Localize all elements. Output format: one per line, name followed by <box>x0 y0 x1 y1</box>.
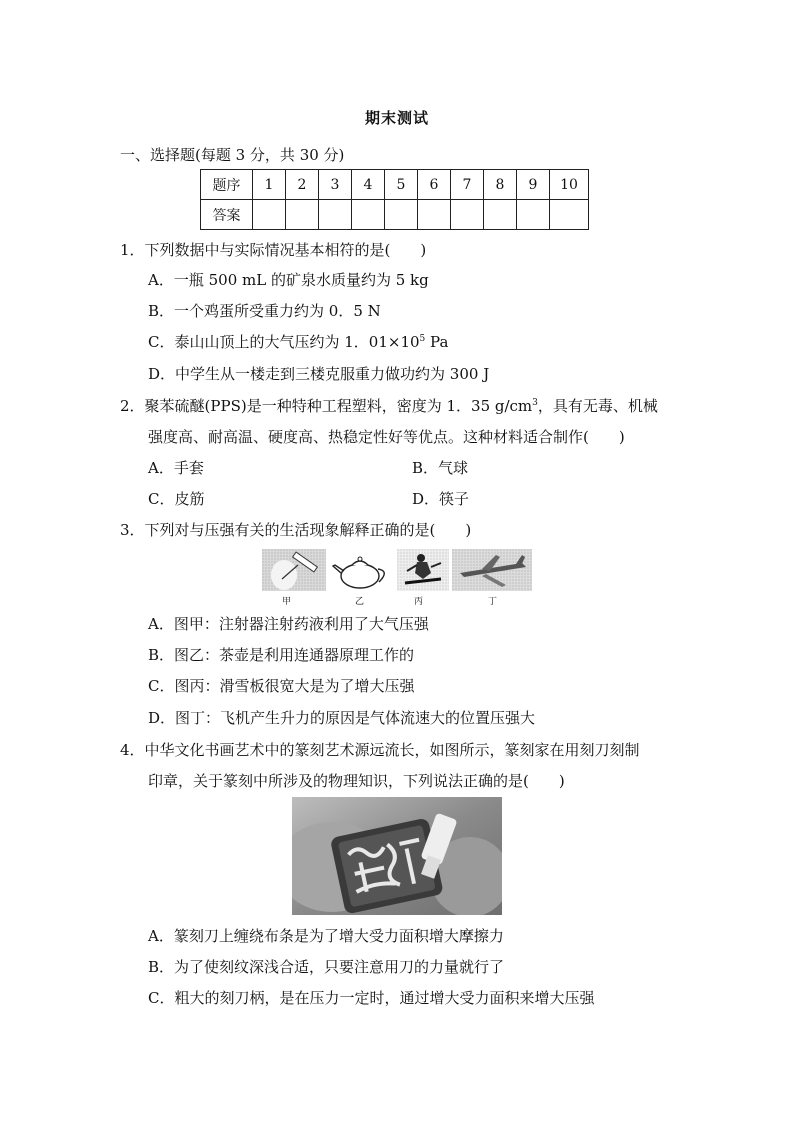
figure-label-yi: 乙 <box>355 597 365 607</box>
answer-table-number: 5 <box>385 170 418 200</box>
question-4-option-a: A．篆刻刀上缠绕布条是为了增大受力面积增大摩擦力 <box>148 927 504 945</box>
figure-label-bing: 丙 <box>414 597 424 607</box>
question-1-option-c <box>148 332 448 352</box>
answer-cell[interactable] <box>550 200 589 230</box>
question-3-option-c: C．图丙：滑雪板很宽大是为了增大压强 <box>148 677 415 695</box>
answer-table-header-row <box>201 170 589 200</box>
question-1-option-a: A．一瓶 500 mL 的矿泉水质量约为 5 kg <box>148 271 429 289</box>
question-2-option-c: C．皮筋 <box>148 490 205 508</box>
option-c-text: C．泰山山顶上的大气压约为 1．01×10 <box>148 333 420 351</box>
question-1-stem: 1．下列数据中与实际情况基本相符的是( ) <box>120 241 427 259</box>
answer-table-number: 10 <box>550 170 589 200</box>
answer-table-answer-row <box>201 200 589 230</box>
question-3-option-b: B．图乙：茶壶是利用连通器原理工作的 <box>148 646 415 664</box>
question-2-option-d: D．筷子 <box>412 490 470 508</box>
question-1-option-b: B．一个鸡蛋所受重力约为 0．5 N <box>148 302 381 320</box>
syringe-image <box>262 549 326 591</box>
answer-cell[interactable] <box>451 200 484 230</box>
figure-label-jia: 甲 <box>282 597 292 607</box>
answer-cell[interactable] <box>418 200 451 230</box>
figure-label-ding: 丁 <box>488 597 498 607</box>
answer-table-number: 7 <box>451 170 484 200</box>
teapot-image <box>330 549 394 591</box>
question-4-stem-line1: 4．中华文化书画艺术中的篆刻艺术源远流长，如图所示，篆刻家在用刻刀刻制 <box>120 741 640 759</box>
answer-table-row-label: 答案 <box>201 200 253 230</box>
seal-carving-photo <box>292 797 502 915</box>
answer-table <box>200 169 589 230</box>
question-4-option-b: B．为了使刻纹深浅合适，只要注意用刀的力量就行了 <box>148 958 505 976</box>
answer-cell[interactable] <box>253 200 286 230</box>
answer-table-number: 8 <box>484 170 517 200</box>
answer-table-number: 3 <box>319 170 352 200</box>
airplane-image <box>452 549 532 591</box>
question-2-option-b: B．气球 <box>412 459 469 477</box>
question-2-stem-line2: 强度高、耐高温、硬度高、热稳定性好等优点。这种材料适合制作( ) <box>148 428 625 446</box>
option-c-unit: Pa <box>425 333 449 351</box>
section-heading: 一、选择题(每题 3 分，共 30 分) <box>120 146 345 164</box>
answer-cell[interactable] <box>352 200 385 230</box>
question-3-figures <box>262 549 532 605</box>
snowboarder-image <box>397 549 449 591</box>
answer-table-row-label: 题序 <box>201 170 253 200</box>
exponent: 3 <box>532 398 538 408</box>
answer-cell[interactable] <box>286 200 319 230</box>
answer-table-number: 6 <box>418 170 451 200</box>
question-4-option-c: C．粗大的刻刀柄，是在压力一定时，通过增大受力面积来增大压强 <box>148 989 595 1007</box>
question-3-option-a: A．图甲：注射器注射药液利用了大气压强 <box>148 615 429 633</box>
stem-text: 2．聚苯硫醚(PPS)是一种特种工程塑料，密度为 1．35 g/cm <box>120 397 533 415</box>
answer-table-number: 2 <box>286 170 319 200</box>
stem-text-cont: ，具有无毒、机械 <box>537 397 658 415</box>
answer-table-number: 1 <box>253 170 286 200</box>
answer-cell[interactable] <box>517 200 550 230</box>
answer-cell[interactable] <box>319 200 352 230</box>
page-title: 期末测试 <box>364 109 429 127</box>
question-3-option-d: D．图丁：飞机产生升力的原因是气体流速大的位置压强大 <box>148 709 536 727</box>
exponent: 5 <box>419 334 426 344</box>
question-1-option-d: D．中学生从一楼走到三楼克服重力做功约为 300 J <box>148 365 490 383</box>
answer-table-number: 4 <box>352 170 385 200</box>
answer-cell[interactable] <box>385 200 418 230</box>
answer-cell[interactable] <box>484 200 517 230</box>
question-2-option-a: A．手套 <box>148 459 204 477</box>
question-3-stem: 3．下列对与压强有关的生活现象解释正确的是( ) <box>120 521 472 539</box>
question-2-stem-line1 <box>120 396 658 416</box>
question-4-stem-line2: 印章，关于篆刻中所涉及的物理知识，下列说法正确的是( ) <box>148 772 565 790</box>
answer-table-number: 9 <box>517 170 550 200</box>
